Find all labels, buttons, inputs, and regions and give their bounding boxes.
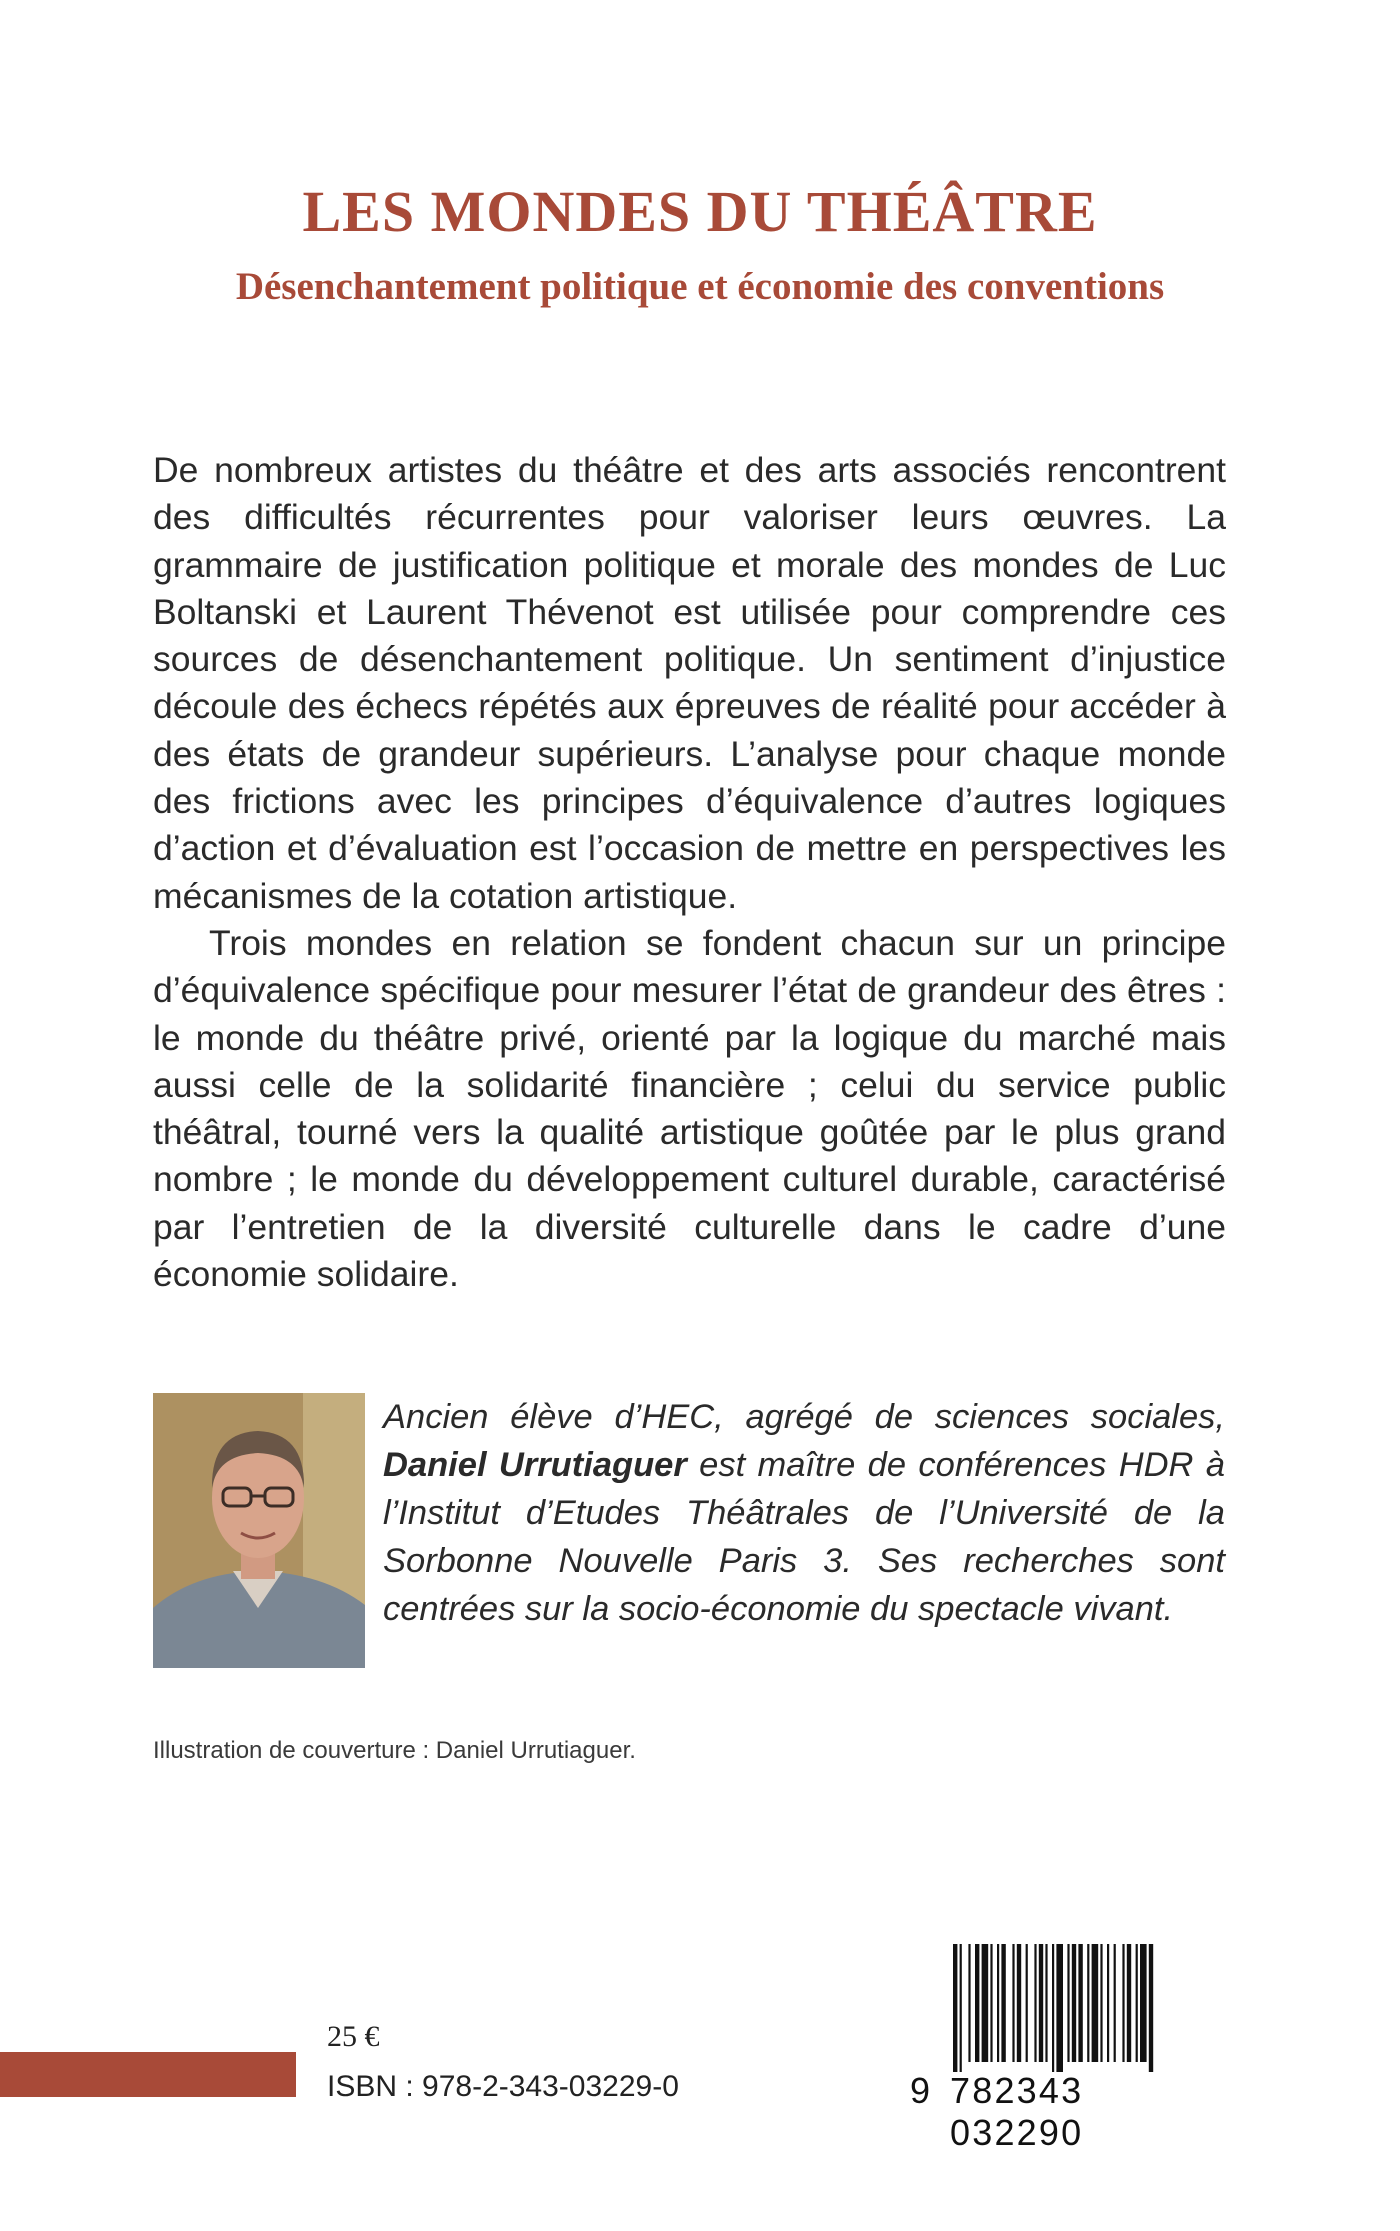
barcode-bar bbox=[1072, 1944, 1076, 2062]
barcode-bar bbox=[1136, 1944, 1138, 2062]
summary-paragraph-2: Trois mondes en relation se fondent chacun sur un principe d’équivalence spécifique pour mesurer l’état de grandeur des êtres : le monde du théâtre privé, orienté par la logique du marché mais aussi celle de la solidarité financière ; celui du service public théâtral, tourné vers la qualité artistique goûtée par le plus grand nombre ; le monde du développement culturel durable, caractérisé par l’entretien de la diversité culturelle dans le cadre d’une économie solidaire. bbox=[153, 922, 1226, 1295]
barcode-bar bbox=[1001, 1944, 1005, 2062]
summary-text bbox=[153, 447, 1226, 1298]
barcode-bar bbox=[1039, 1944, 1043, 2062]
barcode-bar bbox=[1127, 1944, 1131, 2062]
barcode-lead-digit: 9 bbox=[910, 2070, 931, 2111]
author-photo bbox=[153, 1393, 365, 1668]
barcode-bar bbox=[997, 1944, 999, 2062]
barcode-bar bbox=[1034, 1944, 1036, 2062]
accent-bar bbox=[0, 2052, 296, 2097]
author-name: Daniel Urrutiaguer bbox=[383, 1446, 687, 1484]
barcode-bar bbox=[1107, 1944, 1109, 2062]
barcode-bar bbox=[960, 1944, 962, 2072]
book-title: LES MONDES DU THÉÂTRE bbox=[302, 179, 1098, 244]
summary-paragraph-1: De nombreux artistes du théâtre et des arts associés rencontrent des difficultés récurrentes pour valoriser leurs œuvres. La grammaire de justification politique et morale des mondes de Luc Boltanski et Laurent Thévenot est utilisée pour comprendre ces sources de désenchantement politique. Un sentiment d’injustice découle des échecs répétés aux épreuves de réalité pour accéder à des états de grandeur supérieurs. L’analyse pour chaque monde des frictions avec les principes d’équivalence d’autres logiques d’action et d’évaluation est l’occasion de mettre en perspectives les mécanismes de la cotation artistique. bbox=[153, 450, 1226, 916]
book-subtitle: Désenchantement politique et économie des conventions bbox=[235, 265, 1165, 308]
barcode-bar bbox=[968, 1944, 970, 2062]
isbn: ISBN : 978-2-343-03229-0 bbox=[327, 2070, 679, 2103]
barcode-bar bbox=[1149, 1944, 1153, 2072]
barcode-bar bbox=[1017, 1944, 1021, 2062]
barcode-bar bbox=[1092, 1944, 1099, 2062]
barcode-bar bbox=[1078, 1944, 1082, 2062]
price: 25 € bbox=[327, 2020, 380, 2053]
barcode-bar bbox=[1012, 1944, 1014, 2062]
author-bio-rest: est maître de conférences HDR à l’Institut d’Etudes Théâtrales de l’Université de la Sorbonne Nouvelle Paris 3. Ses recherches sont centrées sur la socio-économie du spectacle vivant. bbox=[383, 1446, 1225, 1628]
author-portrait-icon bbox=[153, 1393, 365, 1668]
barcode-bar bbox=[1140, 1944, 1147, 2062]
barcode-bars bbox=[953, 1944, 1213, 2072]
cover-credit: Illustration de couverture : Daniel Urrutiaguer. bbox=[153, 1737, 636, 1764]
barcode-bar bbox=[1114, 1944, 1116, 2062]
barcode-bar bbox=[1067, 1944, 1069, 2062]
barcode bbox=[910, 1944, 1220, 2153]
barcode-bar bbox=[982, 1944, 989, 2062]
author-bio bbox=[383, 1393, 1225, 1633]
barcode-digits: 782343 032290 bbox=[950, 2070, 1084, 2153]
barcode-bar bbox=[953, 1944, 957, 2072]
barcode-bar bbox=[1100, 1944, 1102, 2062]
barcode-bar bbox=[1052, 1944, 1054, 2072]
barcode-bar bbox=[1122, 1944, 1124, 2062]
barcode-bar bbox=[990, 1944, 992, 2062]
author-bio-intro: Ancien élève d’HEC, agrégé de sciences sociales, bbox=[383, 1398, 1225, 1436]
barcode-bar bbox=[975, 1944, 979, 2062]
barcode-bar bbox=[1087, 1944, 1089, 2062]
barcode-bar bbox=[1056, 1944, 1063, 2072]
barcode-bar bbox=[1026, 1944, 1028, 2062]
barcode-bar bbox=[1045, 1944, 1047, 2062]
